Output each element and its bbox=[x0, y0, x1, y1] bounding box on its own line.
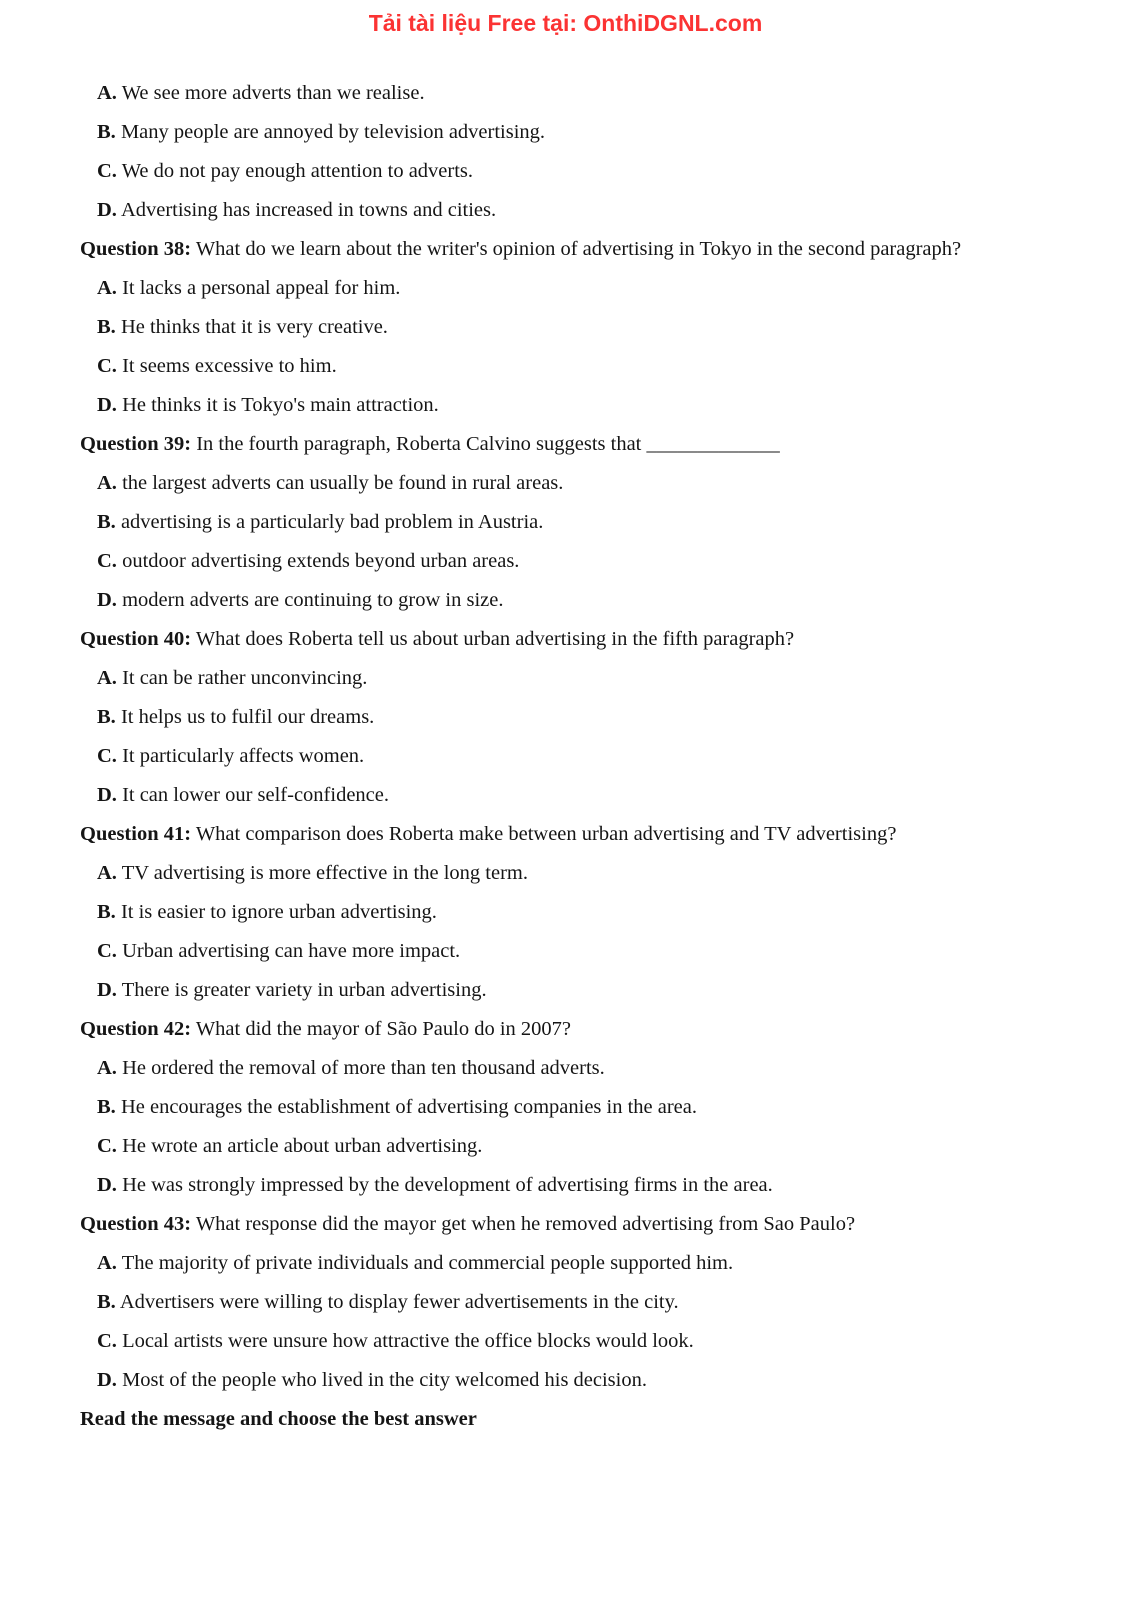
question-label: Question 43: bbox=[80, 1213, 192, 1235]
option-letter: B. bbox=[97, 121, 116, 143]
option-text: He wrote an article about urban advertising. bbox=[122, 1135, 483, 1157]
option-text: outdoor advertising extends beyond urban areas. bbox=[122, 550, 520, 572]
question-42-option-b bbox=[97, 1096, 1051, 1119]
option-text: Many people are annoyed by television advertising. bbox=[120, 121, 546, 143]
question-43 bbox=[80, 1213, 1051, 1236]
question-38-option-c bbox=[97, 355, 1051, 378]
question-block-42 bbox=[80, 1018, 1051, 1197]
question-42 bbox=[80, 1018, 1051, 1041]
option-text: He thinks that it is very creative. bbox=[120, 316, 388, 338]
question-42-option-d bbox=[97, 1174, 1051, 1197]
question-label: Question 38: bbox=[80, 238, 192, 260]
option-letter: B. bbox=[97, 901, 116, 923]
option-text: It lacks a personal appeal for him. bbox=[122, 277, 401, 299]
option-text: He was strongly impressed by the development of advertising firms in the area. bbox=[122, 1174, 773, 1196]
question-39-option-d bbox=[97, 589, 1051, 612]
option-letter: C. bbox=[97, 1330, 117, 1352]
lead-option-a bbox=[97, 82, 1051, 105]
option-text: We do not pay enough attention to adverts. bbox=[121, 160, 474, 182]
question-label: Question 42: bbox=[80, 1018, 192, 1040]
option-letter: A. bbox=[97, 82, 117, 104]
option-letter: B. bbox=[97, 316, 116, 338]
question-40-option-c bbox=[97, 745, 1051, 768]
option-letter: A. bbox=[97, 1252, 117, 1274]
option-text: It is easier to ignore urban advertising. bbox=[120, 901, 437, 923]
option-text: Urban advertising can have more impact. bbox=[122, 940, 461, 962]
option-letter: C. bbox=[97, 745, 117, 767]
question-41-option-b bbox=[97, 901, 1051, 924]
question-text: What does Roberta tell us about urban advertising in the fifth paragraph? bbox=[195, 628, 795, 650]
option-text: advertising is a particularly bad problem in Austria. bbox=[120, 511, 544, 533]
option-text: Local artists were unsure how attractive the office blocks would look. bbox=[122, 1330, 694, 1352]
question-43-option-c bbox=[97, 1330, 1051, 1353]
option-letter: A. bbox=[97, 472, 117, 494]
lead-option-c bbox=[97, 160, 1051, 183]
option-text: It can be rather unconvincing. bbox=[122, 667, 368, 689]
question-39-option-a bbox=[97, 472, 1051, 495]
header-text: Tải tài liệu Free tại: OnthiDGNL.com bbox=[368, 10, 763, 36]
option-letter: D. bbox=[97, 1174, 117, 1196]
question-40-option-a bbox=[97, 667, 1051, 690]
question-38-option-a bbox=[97, 277, 1051, 300]
option-letter: B. bbox=[97, 1096, 116, 1118]
question-43-option-a bbox=[97, 1252, 1051, 1275]
question-38 bbox=[80, 238, 1051, 261]
question-block-40 bbox=[80, 628, 1051, 807]
option-text: TV advertising is more effective in the long term. bbox=[121, 862, 528, 884]
option-letter: D. bbox=[97, 589, 117, 611]
page-header bbox=[80, 10, 1051, 36]
question-41-option-d bbox=[97, 979, 1051, 1002]
section-heading: Read the message and choose the best answer bbox=[80, 1408, 477, 1430]
option-letter: D. bbox=[97, 1369, 117, 1391]
question-40 bbox=[80, 628, 1051, 651]
option-text: There is greater variety in urban advertising. bbox=[121, 979, 487, 1001]
question-43-option-d bbox=[97, 1369, 1051, 1392]
option-text: Most of the people who lived in the city welcomed his decision. bbox=[122, 1369, 647, 1391]
option-letter: D. bbox=[97, 979, 117, 1001]
option-letter: A. bbox=[97, 862, 117, 884]
question-41-option-c bbox=[97, 940, 1051, 963]
question-label: Question 39: bbox=[80, 433, 192, 455]
question-block-38 bbox=[80, 238, 1051, 417]
option-group-lead bbox=[80, 82, 1051, 222]
option-letter: A. bbox=[97, 667, 117, 689]
question-40-option-d bbox=[97, 784, 1051, 807]
option-letter: A. bbox=[97, 1057, 117, 1079]
lead-option-b bbox=[97, 121, 1051, 144]
option-text: He thinks it is Tokyo's main attraction. bbox=[122, 394, 439, 416]
question-39-option-c bbox=[97, 550, 1051, 573]
question-39 bbox=[80, 433, 1051, 456]
question-block-41 bbox=[80, 823, 1051, 1002]
question-38-option-b bbox=[97, 316, 1051, 339]
question-42-option-a bbox=[97, 1057, 1051, 1080]
option-text: It particularly affects women. bbox=[122, 745, 365, 767]
question-block-39 bbox=[80, 433, 1051, 612]
option-letter: D. bbox=[97, 199, 117, 221]
option-text: the largest adverts can usually be found in rural areas. bbox=[122, 472, 564, 494]
option-text: The majority of private individuals and commercial people supported him. bbox=[121, 1252, 734, 1274]
option-letter: C. bbox=[97, 550, 117, 572]
question-label: Question 40: bbox=[80, 628, 192, 650]
option-letter: A. bbox=[97, 277, 117, 299]
option-text: He ordered the removal of more than ten thousand adverts. bbox=[122, 1057, 605, 1079]
option-letter: C. bbox=[97, 940, 117, 962]
question-41 bbox=[80, 823, 1051, 846]
question-42-option-c bbox=[97, 1135, 1051, 1158]
question-41-option-a bbox=[97, 862, 1051, 885]
option-letter: C. bbox=[97, 1135, 117, 1157]
question-label: Question 41: bbox=[80, 823, 192, 845]
question-38-option-d bbox=[97, 394, 1051, 417]
option-text: He encourages the establishment of advertising companies in the area. bbox=[120, 1096, 698, 1118]
option-letter: B. bbox=[97, 511, 116, 533]
option-text: Advertising has increased in towns and cities. bbox=[120, 199, 497, 221]
option-letter: C. bbox=[97, 355, 117, 377]
question-40-option-b bbox=[97, 706, 1051, 729]
question-text: What do we learn about the writer's opinion of advertising in Tokyo in the second paragraph? bbox=[195, 238, 962, 260]
option-letter: D. bbox=[97, 784, 117, 806]
option-text: It seems excessive to him. bbox=[122, 355, 337, 377]
option-letter: B. bbox=[97, 1291, 116, 1313]
option-text: modern adverts are continuing to grow in size. bbox=[122, 589, 504, 611]
question-block-43 bbox=[80, 1213, 1051, 1392]
option-text: Advertisers were willing to display fewer advertisements in the city. bbox=[119, 1291, 679, 1313]
option-text: We see more adverts than we realise. bbox=[121, 82, 425, 104]
question-text: In the fourth paragraph, Roberta Calvino suggests that _____________ bbox=[196, 433, 780, 455]
question-text: What response did the mayor get when he removed advertising from Sao Paulo? bbox=[195, 1213, 856, 1235]
option-text: It helps us to fulfil our dreams. bbox=[120, 706, 375, 728]
lead-option-d bbox=[97, 199, 1051, 222]
option-letter: B. bbox=[97, 706, 116, 728]
question-43-option-b bbox=[97, 1291, 1051, 1314]
option-letter: D. bbox=[97, 394, 117, 416]
question-39-option-b bbox=[97, 511, 1051, 534]
question-text: What did the mayor of São Paulo do in 2007? bbox=[195, 1018, 572, 1040]
option-letter: C. bbox=[97, 160, 117, 182]
question-text: What comparison does Roberta make between urban advertising and TV advertising? bbox=[195, 823, 897, 845]
option-text: It can lower our self-confidence. bbox=[122, 784, 390, 806]
